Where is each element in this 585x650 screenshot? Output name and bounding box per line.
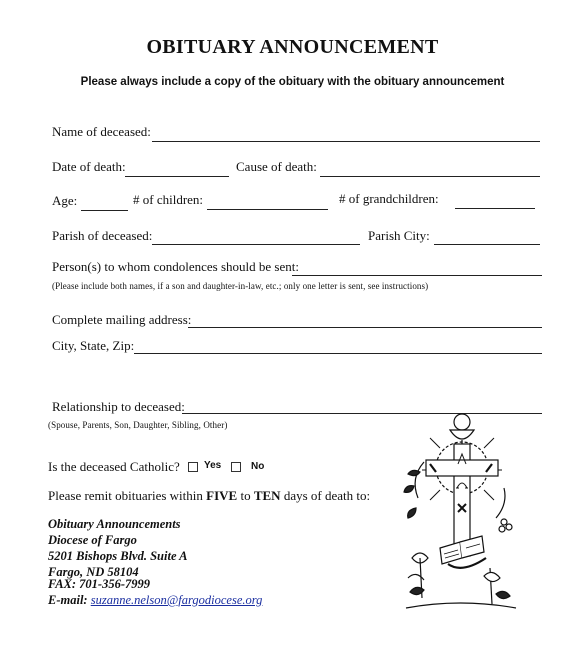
email-label: E-mail:	[48, 593, 91, 607]
no-label: No	[251, 461, 265, 472]
parish-label: Parish of deceased:	[52, 228, 153, 243]
cross-chalice-illustration	[400, 408, 520, 618]
cause-of-death-field[interactable]	[320, 176, 540, 177]
condolences-label: Person(s) to whom condolences should be sent:	[52, 259, 299, 274]
grandchildren-label: # of grandchildren:	[339, 191, 439, 206]
condolences-field[interactable]	[292, 275, 542, 276]
parish-field[interactable]	[152, 244, 360, 245]
age-field[interactable]	[81, 210, 128, 211]
age-label: Age:	[52, 193, 78, 208]
name-field[interactable]	[152, 141, 540, 142]
address-line-3: 5201 Bishops Blvd. Suite A	[48, 549, 188, 563]
parish-city-label: Parish City:	[368, 228, 430, 243]
parish-city-field[interactable]	[434, 244, 540, 245]
children-label: # of children:	[133, 192, 204, 207]
remit-pre: Please remit obituaries within	[48, 488, 207, 503]
page-title: OBITUARY ANNOUNCEMENT	[146, 36, 439, 58]
fax-number: FAX: 701-356-7999	[48, 577, 150, 591]
remit-five: FIVE	[206, 488, 238, 503]
children-field[interactable]	[207, 209, 328, 210]
email-link[interactable]: suzanne.nelson@fargodiocese.org	[90, 593, 263, 607]
date-of-death-field[interactable]	[125, 176, 229, 177]
city-state-zip-field[interactable]	[134, 353, 542, 354]
remit-to: to	[237, 488, 254, 503]
page-subtitle: Please always include a copy of the obituary with the obituary announcement	[80, 76, 505, 88]
yes-checkbox[interactable]	[188, 462, 198, 472]
email-row	[48, 591, 262, 609]
relationship-label: Relationship to deceased:	[52, 399, 185, 414]
remit-instructions	[48, 488, 370, 504]
mailing-address-field[interactable]	[188, 327, 542, 328]
catholic-question: Is the deceased Catholic?	[48, 459, 180, 474]
address-line-4: Fargo, ND 58104	[48, 565, 139, 579]
yes-label: Yes	[204, 460, 222, 471]
condolences-note: (Please include both names, if a son and daughter-in-law, etc.; only one letter is sent, see instructions)	[52, 281, 429, 291]
no-checkbox[interactable]	[231, 462, 241, 472]
cause-of-death-label: Cause of death:	[236, 159, 317, 174]
remit-post: days of death to:	[280, 488, 371, 503]
relationship-note: (Spouse, Parents, Son, Daughter, Sibling, Other)	[48, 420, 228, 430]
date-of-death-label: Date of death:	[52, 159, 126, 174]
name-label: Name of deceased:	[52, 124, 151, 139]
remit-ten: TEN	[253, 488, 281, 503]
address-line-1: Obituary Announcements	[48, 517, 181, 531]
grandchildren-field[interactable]	[455, 208, 535, 209]
address-line-2: Diocese of Fargo	[48, 533, 137, 547]
mailing-address-label: Complete mailing address:	[52, 312, 192, 327]
city-state-zip-label: City, State, Zip:	[52, 338, 135, 353]
